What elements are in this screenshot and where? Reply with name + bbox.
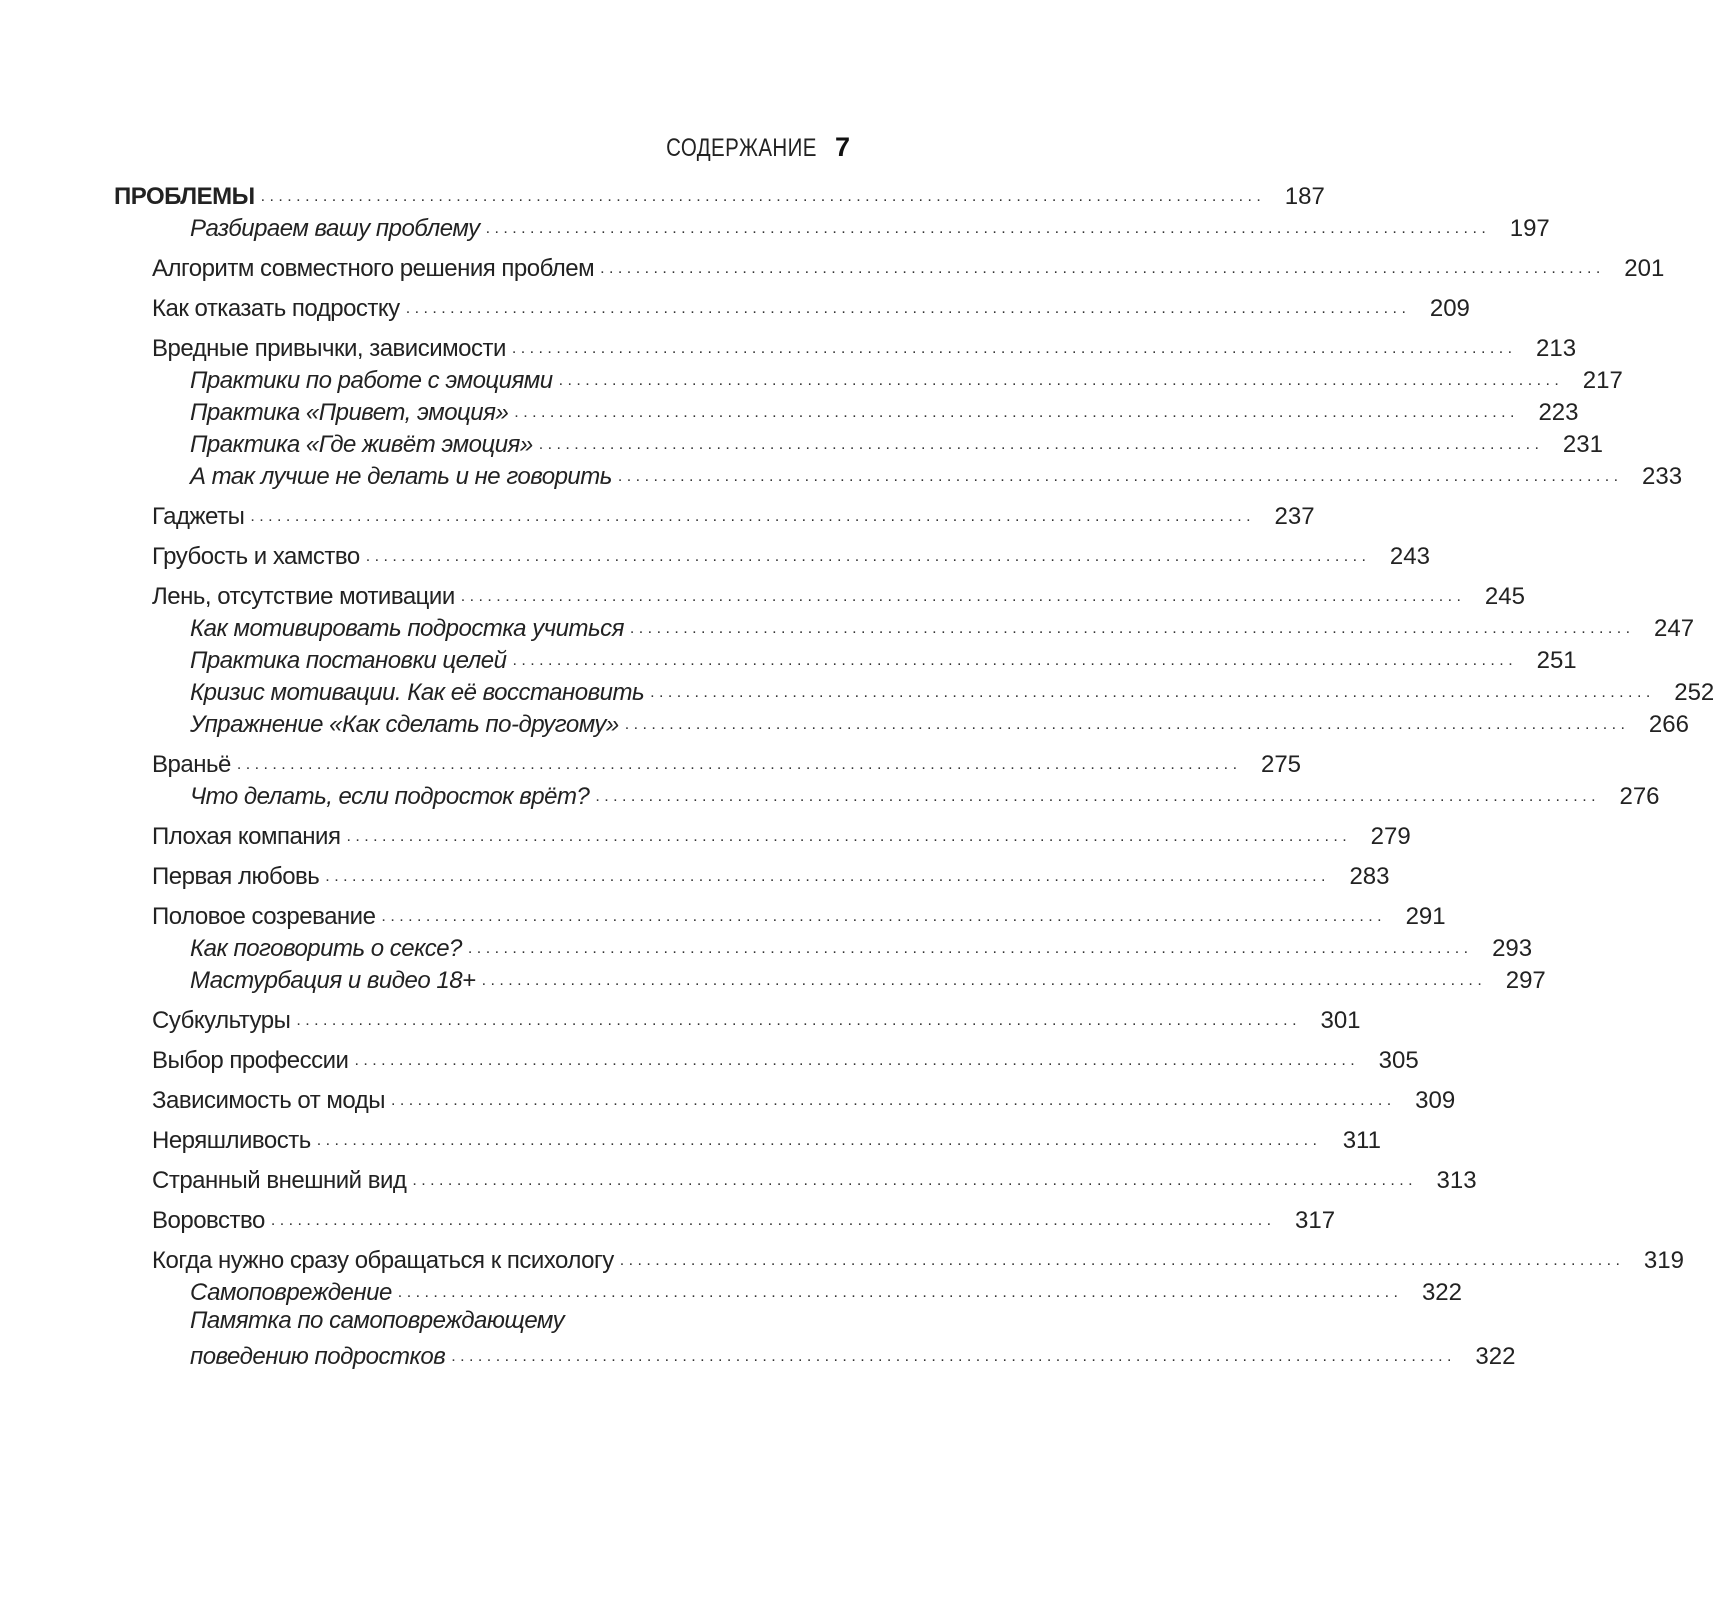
toc-entry-label: Как поговорить о сексе?	[190, 935, 462, 962]
toc-entry-label: Вредные привычки, зависимости	[152, 335, 506, 362]
toc-entry-label-wrap	[152, 1246, 614, 1276]
toc-entry-page: 309	[1415, 1087, 1456, 1114]
toc-entry-label: Мастурбация и видео 18+	[190, 967, 476, 994]
toc-entry-label-wrap	[190, 1342, 445, 1372]
toc-entry-label: поведению подростков	[190, 1343, 446, 1370]
toc-entry-page: 252	[1674, 679, 1714, 706]
dot-leader	[366, 545, 1366, 569]
dot-leader	[625, 713, 1625, 737]
toc-entry-label-wrap	[190, 678, 644, 708]
toc-entry-page: 245	[1484, 583, 1525, 610]
dot-leader	[381, 905, 1381, 929]
dot-leader	[271, 1209, 1271, 1233]
toc-entry	[190, 394, 1579, 428]
toc-entry	[152, 1042, 1419, 1076]
dot-leader	[325, 865, 1325, 889]
toc-entry-page: 275	[1260, 751, 1302, 778]
dot-leader	[354, 1049, 1354, 1073]
toc-entry-page: 201	[1624, 255, 1665, 282]
dot-leader	[595, 785, 1595, 809]
dot-leader	[296, 1009, 1296, 1033]
toc-entry-label-wrap	[152, 254, 594, 284]
toc-entry-label: Самоповреждение	[190, 1279, 392, 1306]
toc-entry	[190, 642, 1577, 676]
toc-entry-label-wrap	[152, 502, 244, 532]
dot-leader	[486, 217, 1486, 241]
toc-entry-label-wrap	[152, 582, 455, 612]
toc-entry-page: 319	[1643, 1247, 1684, 1274]
running-head	[633, 132, 850, 168]
toc-entry	[152, 818, 1411, 852]
toc-entry-label: Практика постановки целей	[190, 647, 507, 674]
toc-entry-label: Грубость и хамство	[152, 543, 360, 570]
toc-entry-page: 266	[1648, 711, 1689, 738]
dot-leader	[461, 585, 1461, 609]
toc-entry-page: 283	[1349, 863, 1390, 890]
toc-entry	[152, 1242, 1684, 1276]
dot-leader	[451, 1345, 1451, 1369]
toc-entry-page: 305	[1378, 1047, 1419, 1074]
toc-entry-label-line: Памятка по самоповреждающему	[190, 1307, 565, 1334]
toc-entry	[190, 210, 1550, 244]
toc-entry	[190, 1274, 1462, 1308]
toc-entry-label-wrap	[152, 294, 400, 324]
toc-entry-label-wrap	[190, 646, 506, 676]
toc-entry-label-wrap	[152, 334, 506, 364]
toc-entry	[190, 706, 1689, 740]
dot-leader	[317, 1129, 1317, 1153]
running-title: СОДЕРЖАНИЕ	[666, 134, 817, 162]
dot-leader	[512, 337, 1512, 361]
toc-entry-label: ПРОБЛЕМЫ	[114, 183, 255, 210]
toc-entry-label: Разбираем вашу проблему	[190, 215, 480, 242]
toc-entry	[152, 1082, 1456, 1116]
toc-entry	[190, 610, 1695, 644]
toc-entry	[152, 746, 1302, 780]
toc-entry-label-wrap	[152, 1166, 406, 1196]
toc-entry-label: Практика «Где живёт эмоция»	[190, 431, 533, 458]
toc-entry-label: Что делать, если подросток врёт?	[190, 783, 590, 810]
toc-entry-page: 313	[1436, 1167, 1477, 1194]
toc-entry-page: 293	[1492, 935, 1533, 962]
toc-entry	[152, 858, 1390, 892]
toc-entry-label-wrap	[152, 902, 375, 932]
toc-entry-page: 243	[1389, 543, 1430, 570]
toc-entry-label-wrap	[152, 1006, 290, 1036]
toc-entry-label: Плохая компания	[152, 823, 341, 850]
toc-entry	[152, 250, 1665, 284]
toc-entry-page: 251	[1536, 647, 1577, 674]
toc-entry	[190, 674, 1714, 708]
toc-entry-label-wrap	[152, 1046, 348, 1076]
toc-entry-page: 223	[1538, 399, 1579, 426]
toc-entry-label: Первая любовь	[152, 863, 320, 890]
toc-entry-page: 231	[1562, 431, 1603, 458]
dot-leader	[512, 649, 1512, 673]
toc-entry-label-wrap	[190, 966, 476, 996]
dot-leader	[391, 1089, 1391, 1113]
toc-entry-page: 187	[1284, 183, 1325, 210]
toc-entry-page: 276	[1619, 783, 1660, 810]
toc-entry-page: 217	[1582, 367, 1623, 394]
toc-entry	[152, 898, 1446, 932]
toc-entry	[152, 1002, 1361, 1036]
toc-entry-label-wrap	[190, 366, 553, 396]
toc-entry-label: Зависимость от моды	[152, 1087, 385, 1114]
toc-entry-label: Лень, отсутствие мотивации	[152, 583, 455, 610]
toc-entry-label-wrap	[190, 782, 589, 812]
toc-entry-page: 291	[1405, 903, 1446, 930]
dot-leader	[650, 681, 1650, 705]
toc-entry	[152, 290, 1470, 324]
dot-leader	[412, 1169, 1412, 1193]
toc-entry-label-wrap	[152, 1126, 311, 1156]
page-number: 7	[834, 132, 850, 162]
toc-entry-label-wrap	[190, 934, 462, 964]
toc-entry-label: Половое созревание	[152, 903, 376, 930]
toc-entry	[152, 1202, 1336, 1236]
toc-entry-label-wrap	[190, 214, 480, 244]
toc-entry-label: Неряшливость	[152, 1127, 311, 1154]
toc-entry-label-wrap	[152, 862, 319, 892]
toc-entry-label-wrap	[190, 614, 624, 644]
toc-entry-label-wrap	[114, 182, 255, 212]
toc-entry-label: Как отказать подростку	[152, 295, 400, 322]
toc-entry-label-wrap	[190, 430, 533, 460]
toc-entry-page: 247	[1654, 615, 1695, 642]
dot-leader	[559, 369, 1559, 393]
toc-entry-page: 237	[1274, 503, 1315, 530]
toc-entry	[190, 778, 1660, 812]
toc-entry	[152, 330, 1577, 364]
toc-entry-page: 301	[1320, 1007, 1361, 1034]
toc-entry	[152, 1162, 1477, 1196]
toc-entry-page: 297	[1505, 967, 1546, 994]
toc-entry-label-wrap	[152, 1206, 265, 1236]
toc-entry-page: 317	[1295, 1207, 1336, 1234]
toc-entry-page: 311	[1342, 1127, 1381, 1154]
toc-entry	[152, 578, 1525, 612]
toc-entry-label-wrap	[190, 1278, 392, 1308]
toc-entry-label: Практика «Привет, эмоция»	[190, 399, 509, 426]
toc-entry-label: Выбор профессии	[152, 1047, 349, 1074]
toc-entry	[152, 498, 1315, 532]
toc-entry-label: Практики по работе с эмоциями	[190, 367, 553, 394]
toc-entry-label: Как мотивировать подростка учиться	[190, 615, 624, 642]
dot-leader	[514, 401, 1514, 425]
dot-leader	[600, 257, 1600, 281]
toc-entry-label-wrap	[190, 462, 612, 492]
toc-entry	[190, 962, 1546, 996]
toc-entry-page: 322	[1421, 1279, 1462, 1306]
toc-entry-label: Враньё	[152, 751, 231, 778]
toc-entry-label: Странный внешний вид	[152, 1167, 407, 1194]
toc-entry	[190, 362, 1623, 396]
dot-leader	[539, 433, 1539, 457]
toc-entry	[190, 930, 1533, 964]
dot-leader	[346, 825, 1346, 849]
toc-entry-label-wrap	[190, 398, 508, 428]
toc-entry-label-wrap	[190, 710, 619, 740]
toc-entry-label-wrap	[152, 822, 340, 852]
dot-leader	[261, 185, 1261, 209]
toc-entry	[152, 1122, 1381, 1156]
toc-entry-label-wrap	[152, 1086, 385, 1116]
dot-leader	[630, 617, 1630, 641]
toc-entry	[114, 178, 1325, 212]
toc-entry-label-wrap	[152, 542, 360, 572]
toc-entry-label: А так лучше не делать и не говорить	[190, 463, 612, 490]
toc-entry-page: 233	[1642, 463, 1683, 490]
toc-entry-label: Упражнение «Как сделать по-другому»	[190, 711, 619, 738]
toc-entry	[190, 426, 1603, 460]
dot-leader	[620, 1249, 1620, 1273]
toc-entry-page: 197	[1509, 215, 1550, 242]
toc-entry	[152, 538, 1430, 572]
dot-leader	[250, 505, 1250, 529]
dot-leader	[406, 297, 1406, 321]
toc-entry-label: Субкультуры	[152, 1007, 291, 1034]
toc-entry-label-wrap	[152, 750, 231, 780]
toc-entry-page: 213	[1536, 335, 1577, 362]
toc-entry-label: Когда нужно сразу обращаться к психологу	[152, 1247, 614, 1274]
toc-entry	[190, 458, 1683, 492]
toc-entry-page: 279	[1370, 823, 1411, 850]
toc-entry-label: Воровство	[152, 1207, 265, 1234]
toc-entry-page: 322	[1475, 1343, 1516, 1370]
dot-leader	[398, 1281, 1398, 1305]
toc-entry-page: 209	[1429, 295, 1470, 322]
toc-entry-label: Алгоритм совместного решения проблем	[152, 255, 595, 282]
dot-leader	[618, 465, 1618, 489]
dot-leader	[468, 937, 1468, 961]
toc-entry-label: Гаджеты	[152, 503, 245, 530]
toc-entry	[190, 1338, 1516, 1372]
dot-leader	[237, 753, 1237, 777]
dot-leader	[482, 969, 1482, 993]
toc-entry-label: Кризис мотивации. Как её восстановить	[190, 679, 645, 706]
